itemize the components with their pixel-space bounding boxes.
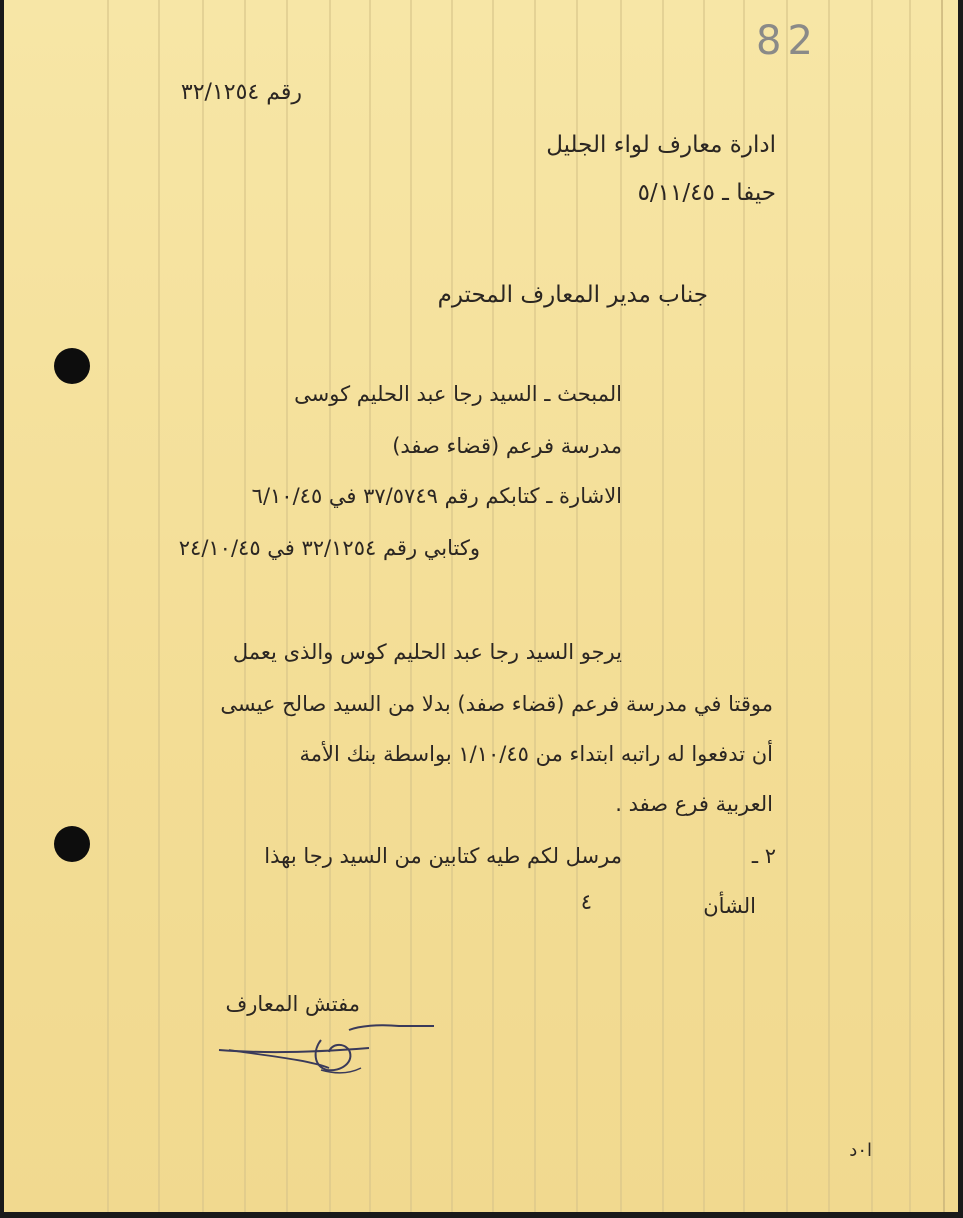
handwritten-signature — [209, 1020, 444, 1080]
document-page — [4, 0, 958, 1212]
body-line-2: موقتا في مدرسة فرعم (قضاء صفد) بدلا من السيد صالح عيسى — [220, 692, 773, 716]
office-name: ادارة معارف لواء الجليل — [546, 132, 776, 158]
punch-hole-bottom — [54, 826, 90, 862]
ruled-lines — [4, 0, 958, 1212]
body-line-1: يرجو السيد رجا عبد الحليم كوس والذى يعمل — [232, 640, 622, 664]
archive-number: 82 — [756, 18, 819, 64]
signature-title: مفتش المعارف — [225, 992, 360, 1016]
body-line-4: العربية فرع صفد . — [615, 792, 773, 816]
school-line: مدرسة فرعم (قضاء صفد) — [392, 434, 622, 458]
body-line-3: أن تدفعوا له راتبه ابتداء من ١/١٠/٤٥ بواسطة بنك الأمة — [299, 742, 773, 766]
item-2-line-2: الشأن — [703, 894, 756, 918]
reference-number: رقم ٣٢/١٢٥٤ — [180, 80, 302, 105]
punch-hole-top — [54, 348, 90, 384]
subject-line: المبحث ـ السيد رجا عبد الحليم كوسى — [294, 382, 622, 406]
item-2-line-1: مرسل لكم طيه كتابين من السيد رجا بهذا — [264, 844, 622, 868]
reference-line-2: وكتابي رقم ٣٢/١٢٥٤ في ٢٤/١٠/٤٥ — [178, 536, 480, 560]
place-date: حيفا ـ ٥/١١/٤٥ — [637, 180, 776, 206]
addressee: جناب مدير المعارف المحترم — [437, 282, 708, 308]
footer-code: ا٠د — [849, 1140, 872, 1161]
item-2-count: ٤ — [580, 890, 592, 914]
reference-line-1: الاشارة ـ كتابكم رقم ٣٧/٥٧٤٩ في ٦/١٠/٤٥ — [251, 484, 622, 508]
item-2-number: ٢ ـ — [751, 844, 776, 868]
